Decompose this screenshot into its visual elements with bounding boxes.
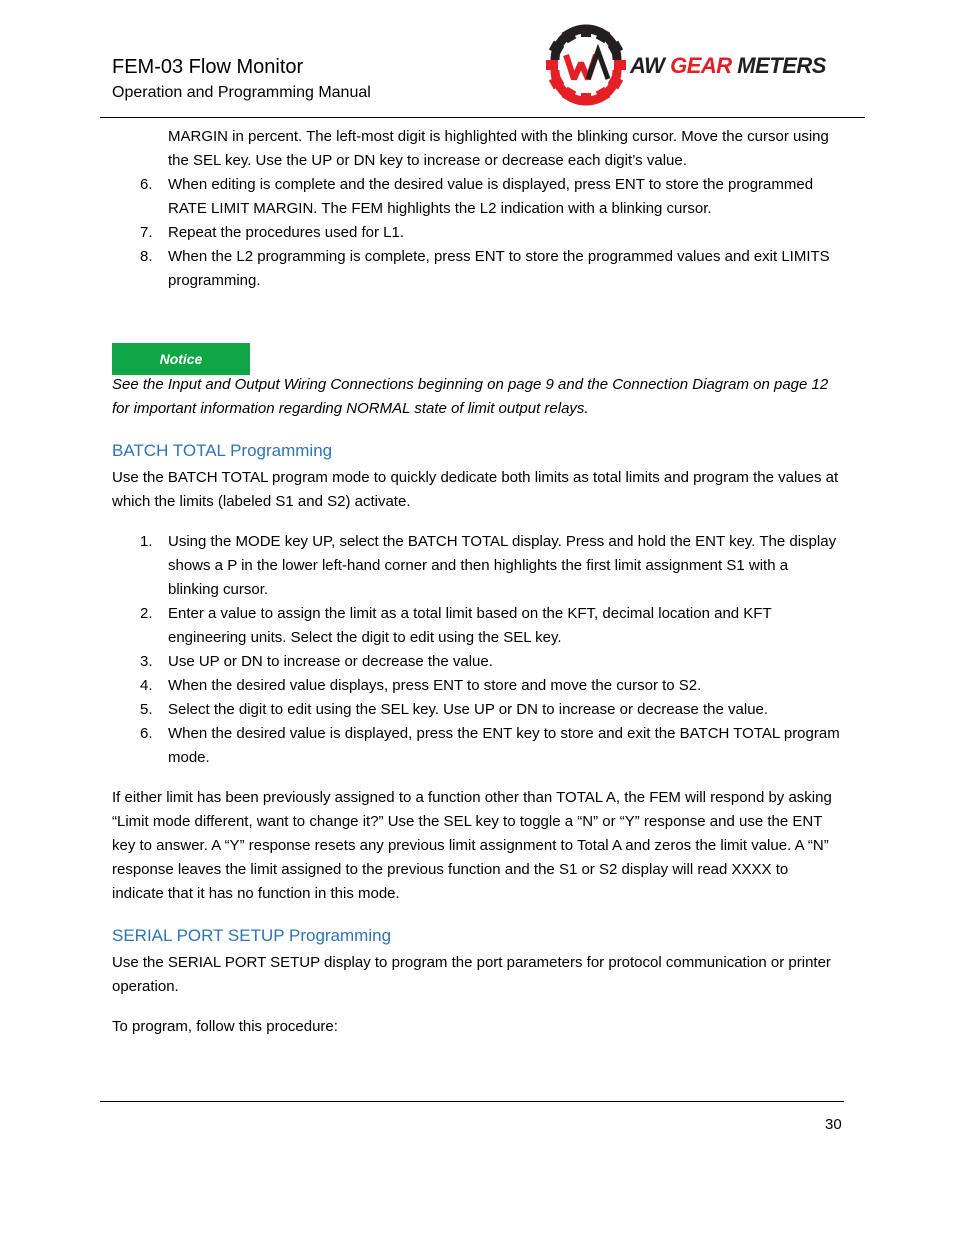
batch-total-outro: If either limit has been previously assigned to a function other than TOTAL A, the FEM will respond by asking “Limit mode different, want to change it?” Use the SEL key to toggle a “N” or “Y” response and use the ENT key to answer. A “Y” response resets any previous limit assignment to Total A and zeros the limit value. A “N” response leaves the limit assigned to the previous function and the S1 or S2 display will read XXXX to indicate that it has no function in this mode. — [112, 789, 832, 902]
header-divider — [100, 117, 865, 118]
batch-total-intro: Use the BATCH TOTAL program mode to quickly dedicate both limits as total limits and program the values at which the limits (labeled S1 and S2) activate. — [112, 469, 839, 510]
footer-divider — [100, 1101, 844, 1102]
document-title: FEM-03 Flow Monitor — [112, 56, 304, 78]
list-item: 6. When the desired value is displayed, press the ENT key to store and exit the BATCH TOTAL program mode. — [140, 725, 840, 766]
list-item: 4. When the desired value displays, press ENT to store and move the cursor to S2. — [140, 677, 702, 694]
document-subtitle: Operation and Programming Manual — [112, 84, 371, 101]
notice-label: Notice — [112, 343, 250, 375]
logo-text-gear: GEAR — [670, 53, 732, 78]
list-item: 2. Enter a value to assign the limit as a total limit based on the KFT, decimal location and KFT engineering units. Select the digit to edit using the SEL key. — [140, 605, 772, 646]
list-item: 7. Repeat the procedures used for L1. — [140, 224, 404, 241]
logo-wordmark — [630, 53, 826, 79]
logo-text-meters: METERS — [737, 53, 826, 78]
batch-total-heading: BATCH TOTAL Programming — [112, 441, 333, 460]
batch-total-steps-list — [112, 530, 842, 770]
logo-text-aw: AW — [630, 53, 665, 78]
page-number: 30 — [825, 1116, 842, 1133]
list-item: 6. When editing is complete and the desired value is displayed, press ENT to store the programmed RATE LIMIT MARGIN. The FEM highlights the L2 indication with a blinking cursor. — [140, 176, 814, 217]
serial-port-followup: To program, follow this procedure: — [112, 1018, 338, 1035]
serial-port-heading: SERIAL PORT SETUP Programming — [112, 926, 392, 945]
company-logo — [546, 24, 836, 106]
continued-steps-list — [112, 173, 842, 293]
gear-icon — [546, 24, 626, 106]
list-item: 3. Use UP or DN to increase or decrease the value. — [140, 653, 493, 670]
list-item: 1. Using the MODE key UP, select the BATCH TOTAL display. Press and hold the ENT key. The display shows a P in the lower left-hand corner and then highlights the first limit assignment S1 with a blinking cursor. — [140, 533, 837, 598]
list-item: 8. When the L2 programming is complete, press ENT to store the programmed values and exit LIMITS programming. — [140, 248, 830, 289]
serial-port-intro: Use the SERIAL PORT SETUP display to program the port parameters for protocol communication or printer operation. — [112, 954, 831, 995]
list-item: 5. Select the digit to edit using the SEL key. Use UP or DN to increase or decrease the value. — [140, 701, 769, 718]
continued-paragraph: MARGIN in percent. The left-most digit is highlighted with the blinking cursor. Move the cursor using the SEL key. Use the UP or DN key to increase or decrease each digit’s value. — [168, 128, 829, 169]
notice-text: See the Input and Output Wiring Connections beginning on page 9 and the Connection Diagram on page 12 for important information regarding NORMAL state of limit output relays. — [112, 376, 829, 417]
